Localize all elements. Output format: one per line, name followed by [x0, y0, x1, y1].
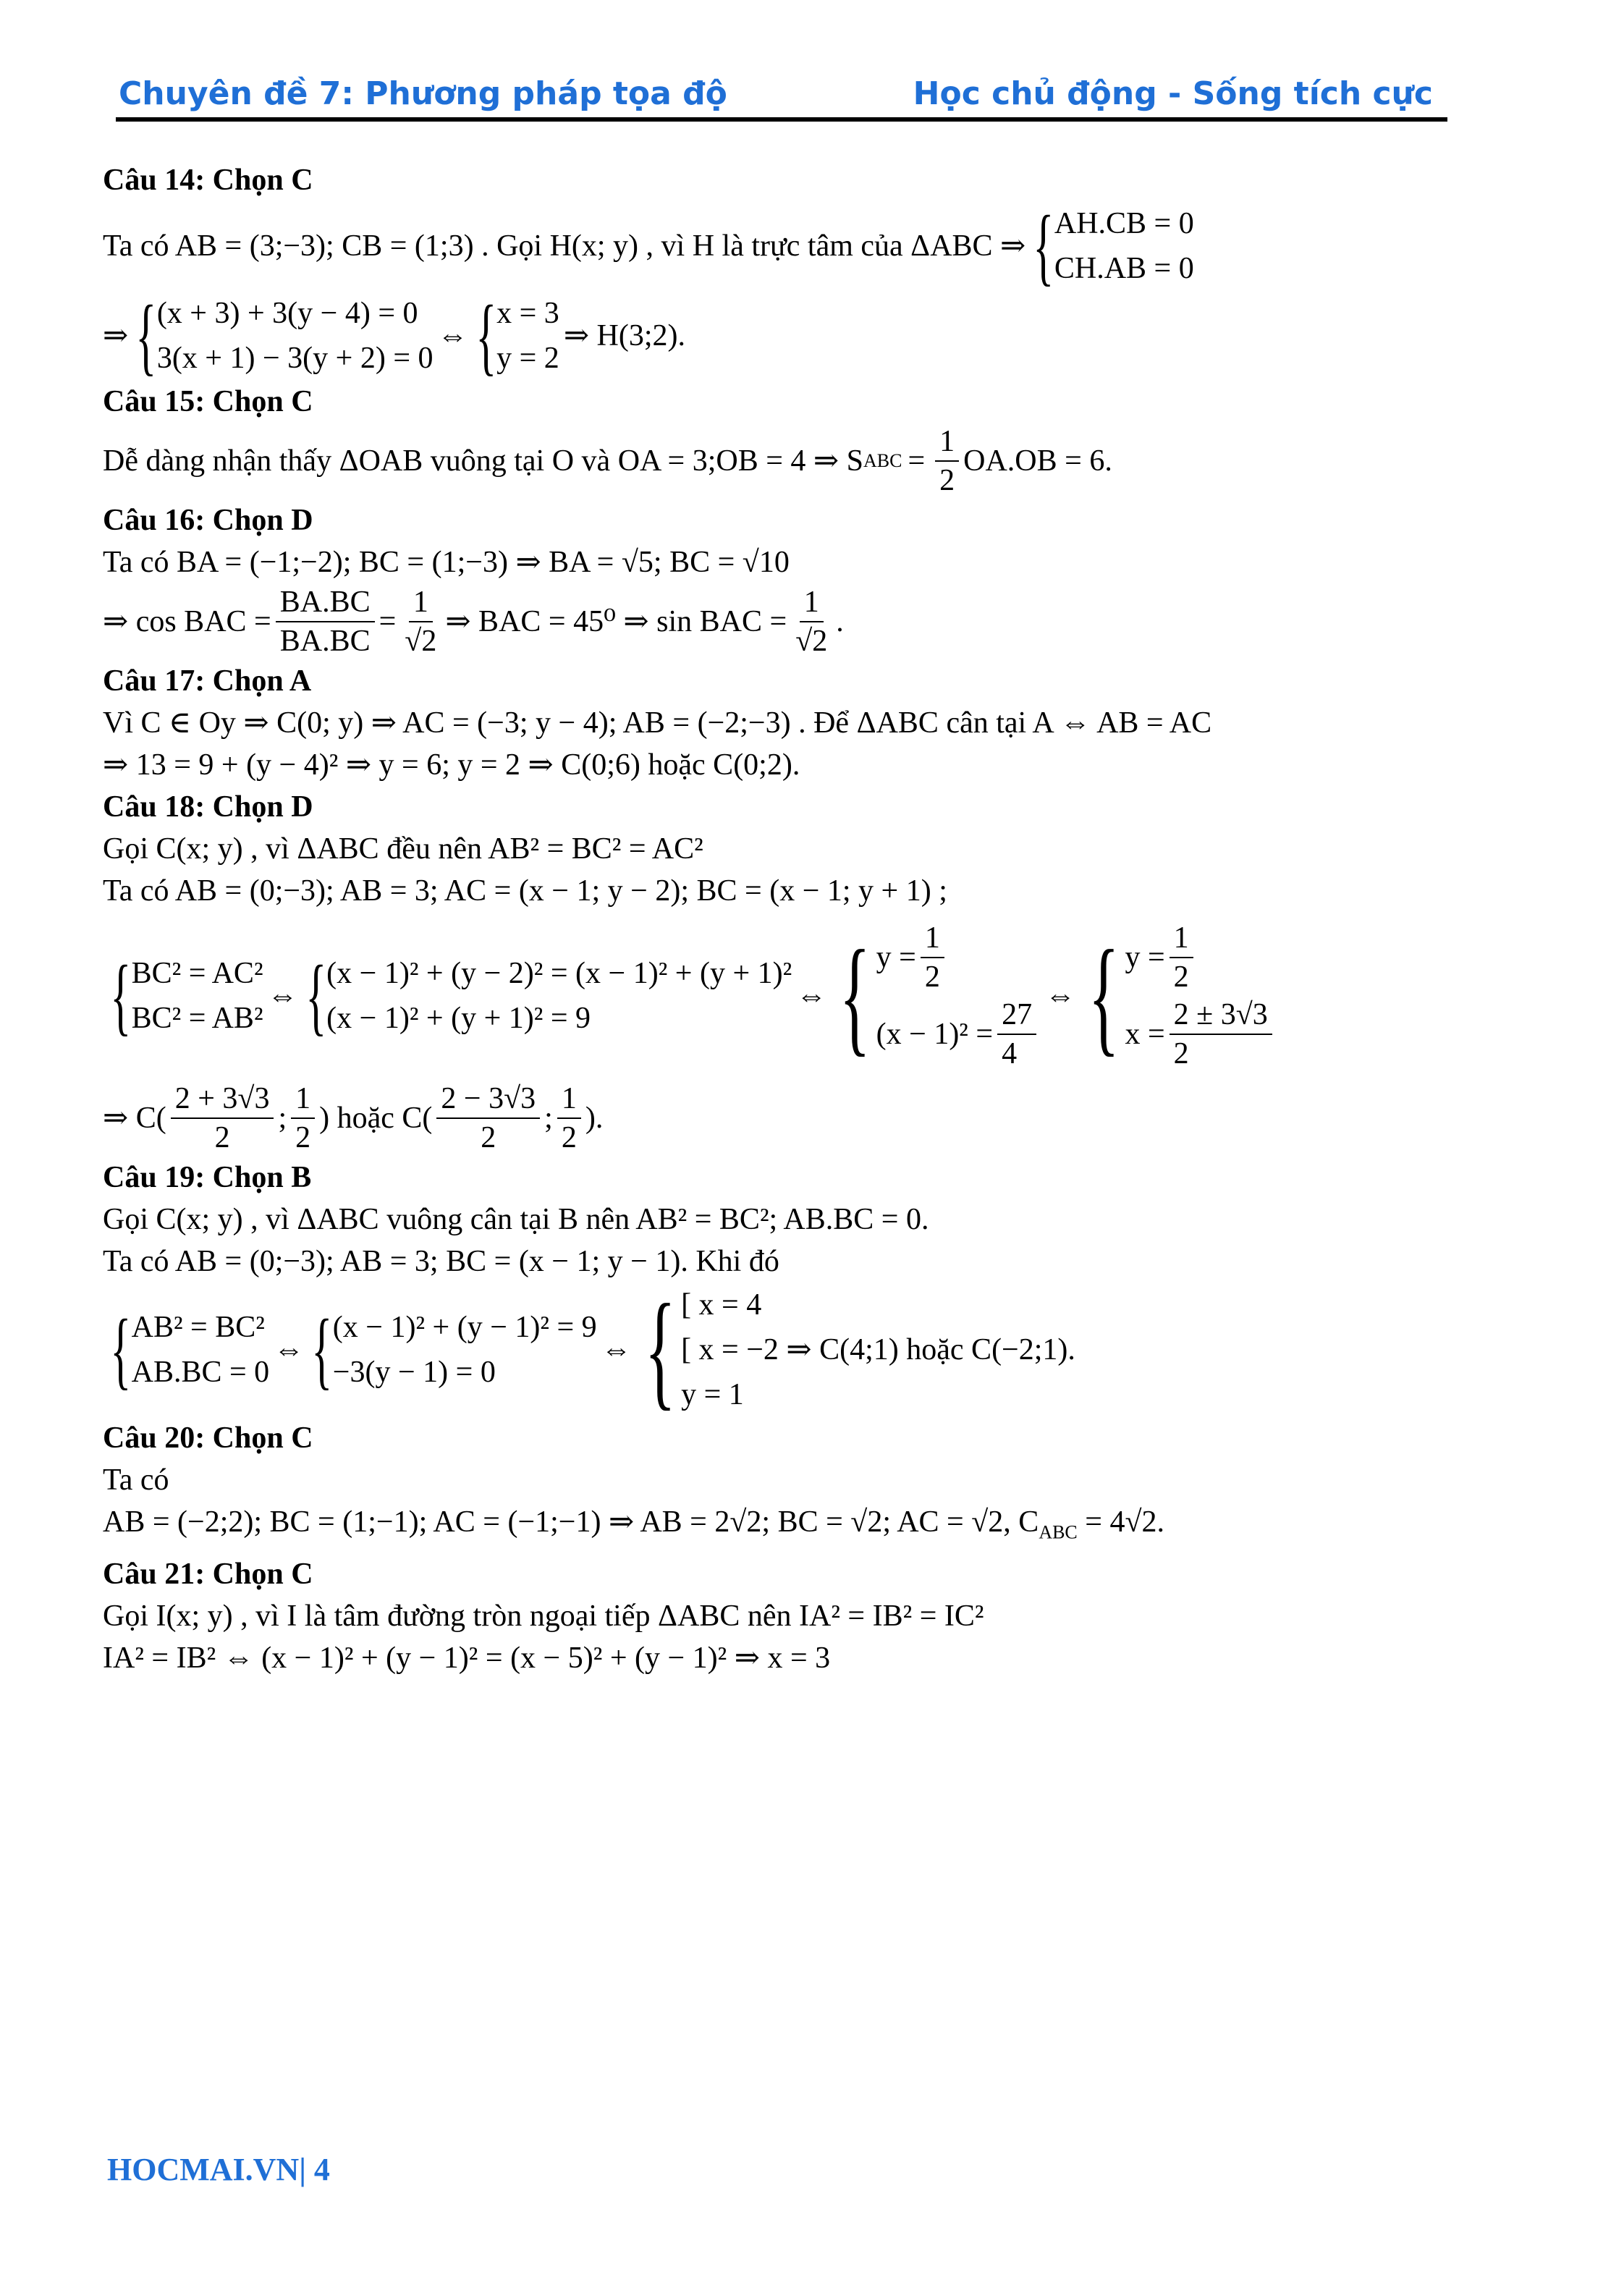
- q19-system-1: [107, 1301, 270, 1398]
- header-chapter-title: Chuyên đề 7: Phương pháp tọa độ: [119, 75, 727, 112]
- period-symbol: .: [836, 605, 844, 638]
- q19-s1b: AB.BC = 0: [131, 1356, 270, 1389]
- equiv-symbol: ⇔: [601, 1333, 632, 1366]
- fraction-denominator: √2: [405, 625, 437, 658]
- equals-symbol: =: [378, 605, 397, 638]
- fraction-numerator: 2 + 3√3: [171, 1080, 274, 1119]
- q14-system-2: [132, 287, 434, 384]
- q18-system-4: [1080, 919, 1277, 1073]
- q15-subscript: ABC: [863, 450, 902, 471]
- brace-symbol: {: [135, 287, 157, 384]
- q18-result-middle: ) hoặc C(: [319, 1102, 433, 1135]
- q14-s3a: x = 3: [496, 297, 559, 330]
- q14-s3b: y = 2: [496, 342, 559, 375]
- question-17-title: Câu 17: Chọn A: [103, 664, 312, 698]
- question-18-title: Câu 18: Chọn D: [103, 790, 313, 824]
- q15-fraction: [935, 423, 959, 499]
- brace-symbol: {: [839, 924, 871, 1068]
- fraction: [291, 1080, 315, 1157]
- fraction-numerator: 27: [997, 996, 1036, 1035]
- brace-symbol: {: [305, 947, 326, 1044]
- q20-tail: = 4√2.: [1077, 1505, 1165, 1539]
- q18-s3a: [876, 919, 1041, 996]
- question-19-title: Câu 19: Chọn B: [103, 1161, 312, 1194]
- q21-line-2: IA² = IB² ⇔ (x − 1)² + (y − 1)² = (x − 5)² + (y − 1)² ⇒ x = 3: [103, 1641, 831, 1676]
- q18-system-2: [303, 947, 792, 1044]
- fraction-numerator: 1: [935, 423, 959, 462]
- q18-s1b: BC² = AB²: [131, 1002, 263, 1035]
- q20-subscript: ABC: [1039, 1521, 1078, 1543]
- fraction: [1170, 996, 1272, 1073]
- q19-s2a: (x − 1)² + (y − 1)² = 9: [332, 1311, 597, 1344]
- fraction-numerator: 2 ± 3√3: [1170, 996, 1272, 1035]
- question-21-title: Câu 21: Chọn C: [103, 1558, 313, 1592]
- fraction-numerator: 1: [921, 919, 944, 958]
- q14-s2a: (x + 3) + 3(y − 4) = 0: [156, 297, 418, 330]
- q19-s3c: y = 1: [681, 1378, 744, 1411]
- q18-line-1: Gọi C(x; y) , vì ΔABC đều nên AB² = BC² = AC²: [103, 832, 703, 866]
- equiv-symbol: ⇔: [796, 979, 827, 1013]
- fraction-denominator: 2: [1173, 1037, 1189, 1070]
- q14-s1b: CH.AB = 0: [1054, 252, 1194, 285]
- q18-s3a-prefix: y =: [876, 941, 916, 974]
- separator-symbol: ;: [544, 1102, 553, 1135]
- q20-line-1: Ta có: [103, 1463, 169, 1497]
- question-15-title: Câu 15: Chọn C: [103, 385, 313, 418]
- brace-symbol: {: [644, 1277, 676, 1421]
- fraction-numerator: 1: [557, 1080, 581, 1119]
- q18-s2a: (x − 1)² + (y − 2)² = (x − 1)² + (y + 1)²: [326, 957, 792, 990]
- q18-result-end: ).: [585, 1102, 604, 1135]
- header-rule: [116, 117, 1447, 122]
- q16-fraction-3: [791, 583, 832, 660]
- equiv-symbol: ⇔: [267, 979, 298, 1013]
- q18-s4b-prefix: x =: [1125, 1018, 1165, 1051]
- fraction: [557, 1080, 581, 1157]
- q14-text: Ta có AB = (3;−3); CB = (1;3) . Gọi H(x; y) , vì H là trực tâm của ΔABC ⇒: [103, 229, 1026, 263]
- fraction-denominator: 2: [924, 960, 940, 994]
- fraction: [921, 919, 944, 996]
- q18-line-2: Ta có AB = (0;−3); AB = 3; AC = (x − 1; y − 2); BC = (x − 1; y + 1) ;: [103, 874, 947, 908]
- fraction-denominator: 2: [295, 1121, 311, 1154]
- fraction-denominator: √2: [795, 625, 828, 658]
- question-14-title: Câu 14: Chọn C: [103, 164, 313, 197]
- equiv-symbol: ⇔: [274, 1333, 305, 1366]
- q17-line-2: ⇒ 13 = 9 + (y − 4)² ⇒ y = 6; y = 2 ⇒ C(0;6) hoặc C(0;2).: [103, 748, 800, 782]
- q19-line-1: Gọi C(x; y) , vì ΔABC vuông cân tại B nên AB² = BC²; AB.BC = 0.: [103, 1203, 929, 1236]
- fraction-numerator: 1: [291, 1080, 315, 1119]
- implies-symbol: ⇒: [103, 319, 129, 352]
- q14-s2b: 3(x + 1) − 3(y + 2) = 0: [156, 342, 434, 375]
- solutions-content: [103, 159, 1478, 1679]
- q18-system-1: [107, 947, 263, 1044]
- q16-line-1: Ta có BA = (−1;−2); BC = (1;−3) ⇒ BA = √5; BC = √10: [103, 546, 790, 579]
- fraction: [171, 1080, 274, 1157]
- q18-system-3: [831, 919, 1041, 1073]
- fraction-denominator: 2: [561, 1121, 577, 1154]
- q14-line-2: [103, 287, 1478, 384]
- fraction-numerator: 1: [800, 583, 824, 622]
- q14-system-1: [1030, 198, 1194, 294]
- q18-result-prefix: ⇒ C(: [103, 1102, 166, 1135]
- q19-systems: [103, 1277, 1478, 1421]
- question-16-title: Câu 16: Chọn D: [103, 504, 313, 537]
- brace-symbol: {: [1088, 924, 1120, 1068]
- fraction-denominator: 2: [1173, 960, 1189, 994]
- q15-line-1: [103, 423, 1478, 499]
- equiv-symbol: ⇔: [1045, 979, 1076, 1013]
- brace-symbol: {: [1033, 198, 1054, 294]
- q15-text: Dễ dàng nhận thấy ΔOAB vuông tại O và OA = 3;OB = 4 ⇒ S: [103, 444, 863, 478]
- q18-s3b-prefix: (x − 1)² =: [876, 1018, 994, 1051]
- q18-s4a-prefix: y =: [1125, 941, 1165, 974]
- q14-result: ⇒ H(3;2).: [563, 319, 685, 352]
- page-footer: HOCMAI.VN| 4: [107, 2152, 330, 2187]
- fraction: [1170, 919, 1193, 996]
- q19-line-2: Ta có AB = (0;−3); AB = 3; BC = (x − 1; y − 1). Khi đó: [103, 1245, 779, 1278]
- q19-system-2: [308, 1301, 597, 1398]
- q18-result: [103, 1080, 1478, 1157]
- q18-systems: [103, 919, 1478, 1073]
- q19-system-3: [636, 1277, 1075, 1421]
- brace-symbol: {: [110, 1301, 132, 1398]
- fraction-denominator: 2: [939, 464, 955, 497]
- q18-s4b: [1125, 996, 1276, 1073]
- q16-fraction-1: [276, 583, 375, 660]
- q15-tail: OA.OB = 6.: [963, 444, 1112, 478]
- header-slogan: Học chủ động - Sống tích cực: [913, 75, 1433, 112]
- q21-line-1: Gọi I(x; y) , vì I là tâm đường tròn ngoại tiếp ΔABC nên IA² = IB² = IC²: [103, 1600, 984, 1634]
- fraction-numerator: BA.BC: [276, 583, 375, 622]
- separator-symbol: ;: [278, 1102, 287, 1135]
- equals-symbol: =: [908, 444, 926, 478]
- fraction: [436, 1080, 540, 1157]
- q14-system-3: [473, 287, 559, 384]
- q17-line-1: Vì C ∈ Oy ⇒ C(0; y) ⇒ AC = (−3; y − 4); AB = (−2;−3) . Để ΔABC cân tại A ⇔ AB = AC: [103, 706, 1212, 740]
- question-20-title: Câu 20: Chọn C: [103, 1421, 313, 1455]
- q14-s1a: AH.CB = 0: [1054, 207, 1194, 240]
- brace-symbol: {: [110, 947, 132, 1044]
- q19-s3b: [ x = −2 ⇒ C(4;1) hoặc C(−2;1).: [681, 1333, 1075, 1366]
- q16-prefix: ⇒ cos BAC =: [103, 605, 271, 638]
- fraction-numerator: 2 − 3√3: [436, 1080, 540, 1119]
- fraction-numerator: 1: [1170, 919, 1193, 958]
- q18-s3b: [876, 996, 1041, 1073]
- fraction-numerator: 1: [409, 583, 433, 622]
- equiv-symbol: ⇔: [437, 319, 468, 352]
- q18-s1a: BC² = AC²: [131, 957, 263, 990]
- fraction-denominator: 2: [214, 1121, 230, 1154]
- q19-s1a: AB² = BC²: [131, 1311, 265, 1344]
- brace-symbol: {: [311, 1301, 333, 1398]
- q16-middle: ⇒ BAC = 45⁰ ⇒ sin BAC =: [445, 605, 787, 638]
- q19-s3a: [ x = 4: [681, 1288, 762, 1322]
- q20-line-2: [103, 1501, 1478, 1553]
- q19-s2b: −3(y − 1) = 0: [332, 1356, 496, 1389]
- q18-s4a: [1125, 919, 1276, 996]
- q16-line-2: [103, 583, 1478, 660]
- q18-s2b: (x − 1)² + (y + 1)² = 9: [326, 1002, 591, 1035]
- brace-symbol: {: [475, 287, 496, 384]
- fraction-denominator: 2: [481, 1121, 496, 1154]
- q14-line-1: [103, 198, 1478, 294]
- q20-text: AB = (−2;2); BC = (1;−1); AC = (−1;−1) ⇒ AB = 2√2; BC = √2; AC = √2, C: [103, 1505, 1039, 1539]
- fraction-denominator: 4: [1002, 1037, 1018, 1070]
- q16-fraction-2: [400, 583, 441, 660]
- fraction-denominator: BA.BC: [279, 625, 371, 658]
- fraction: [997, 996, 1036, 1073]
